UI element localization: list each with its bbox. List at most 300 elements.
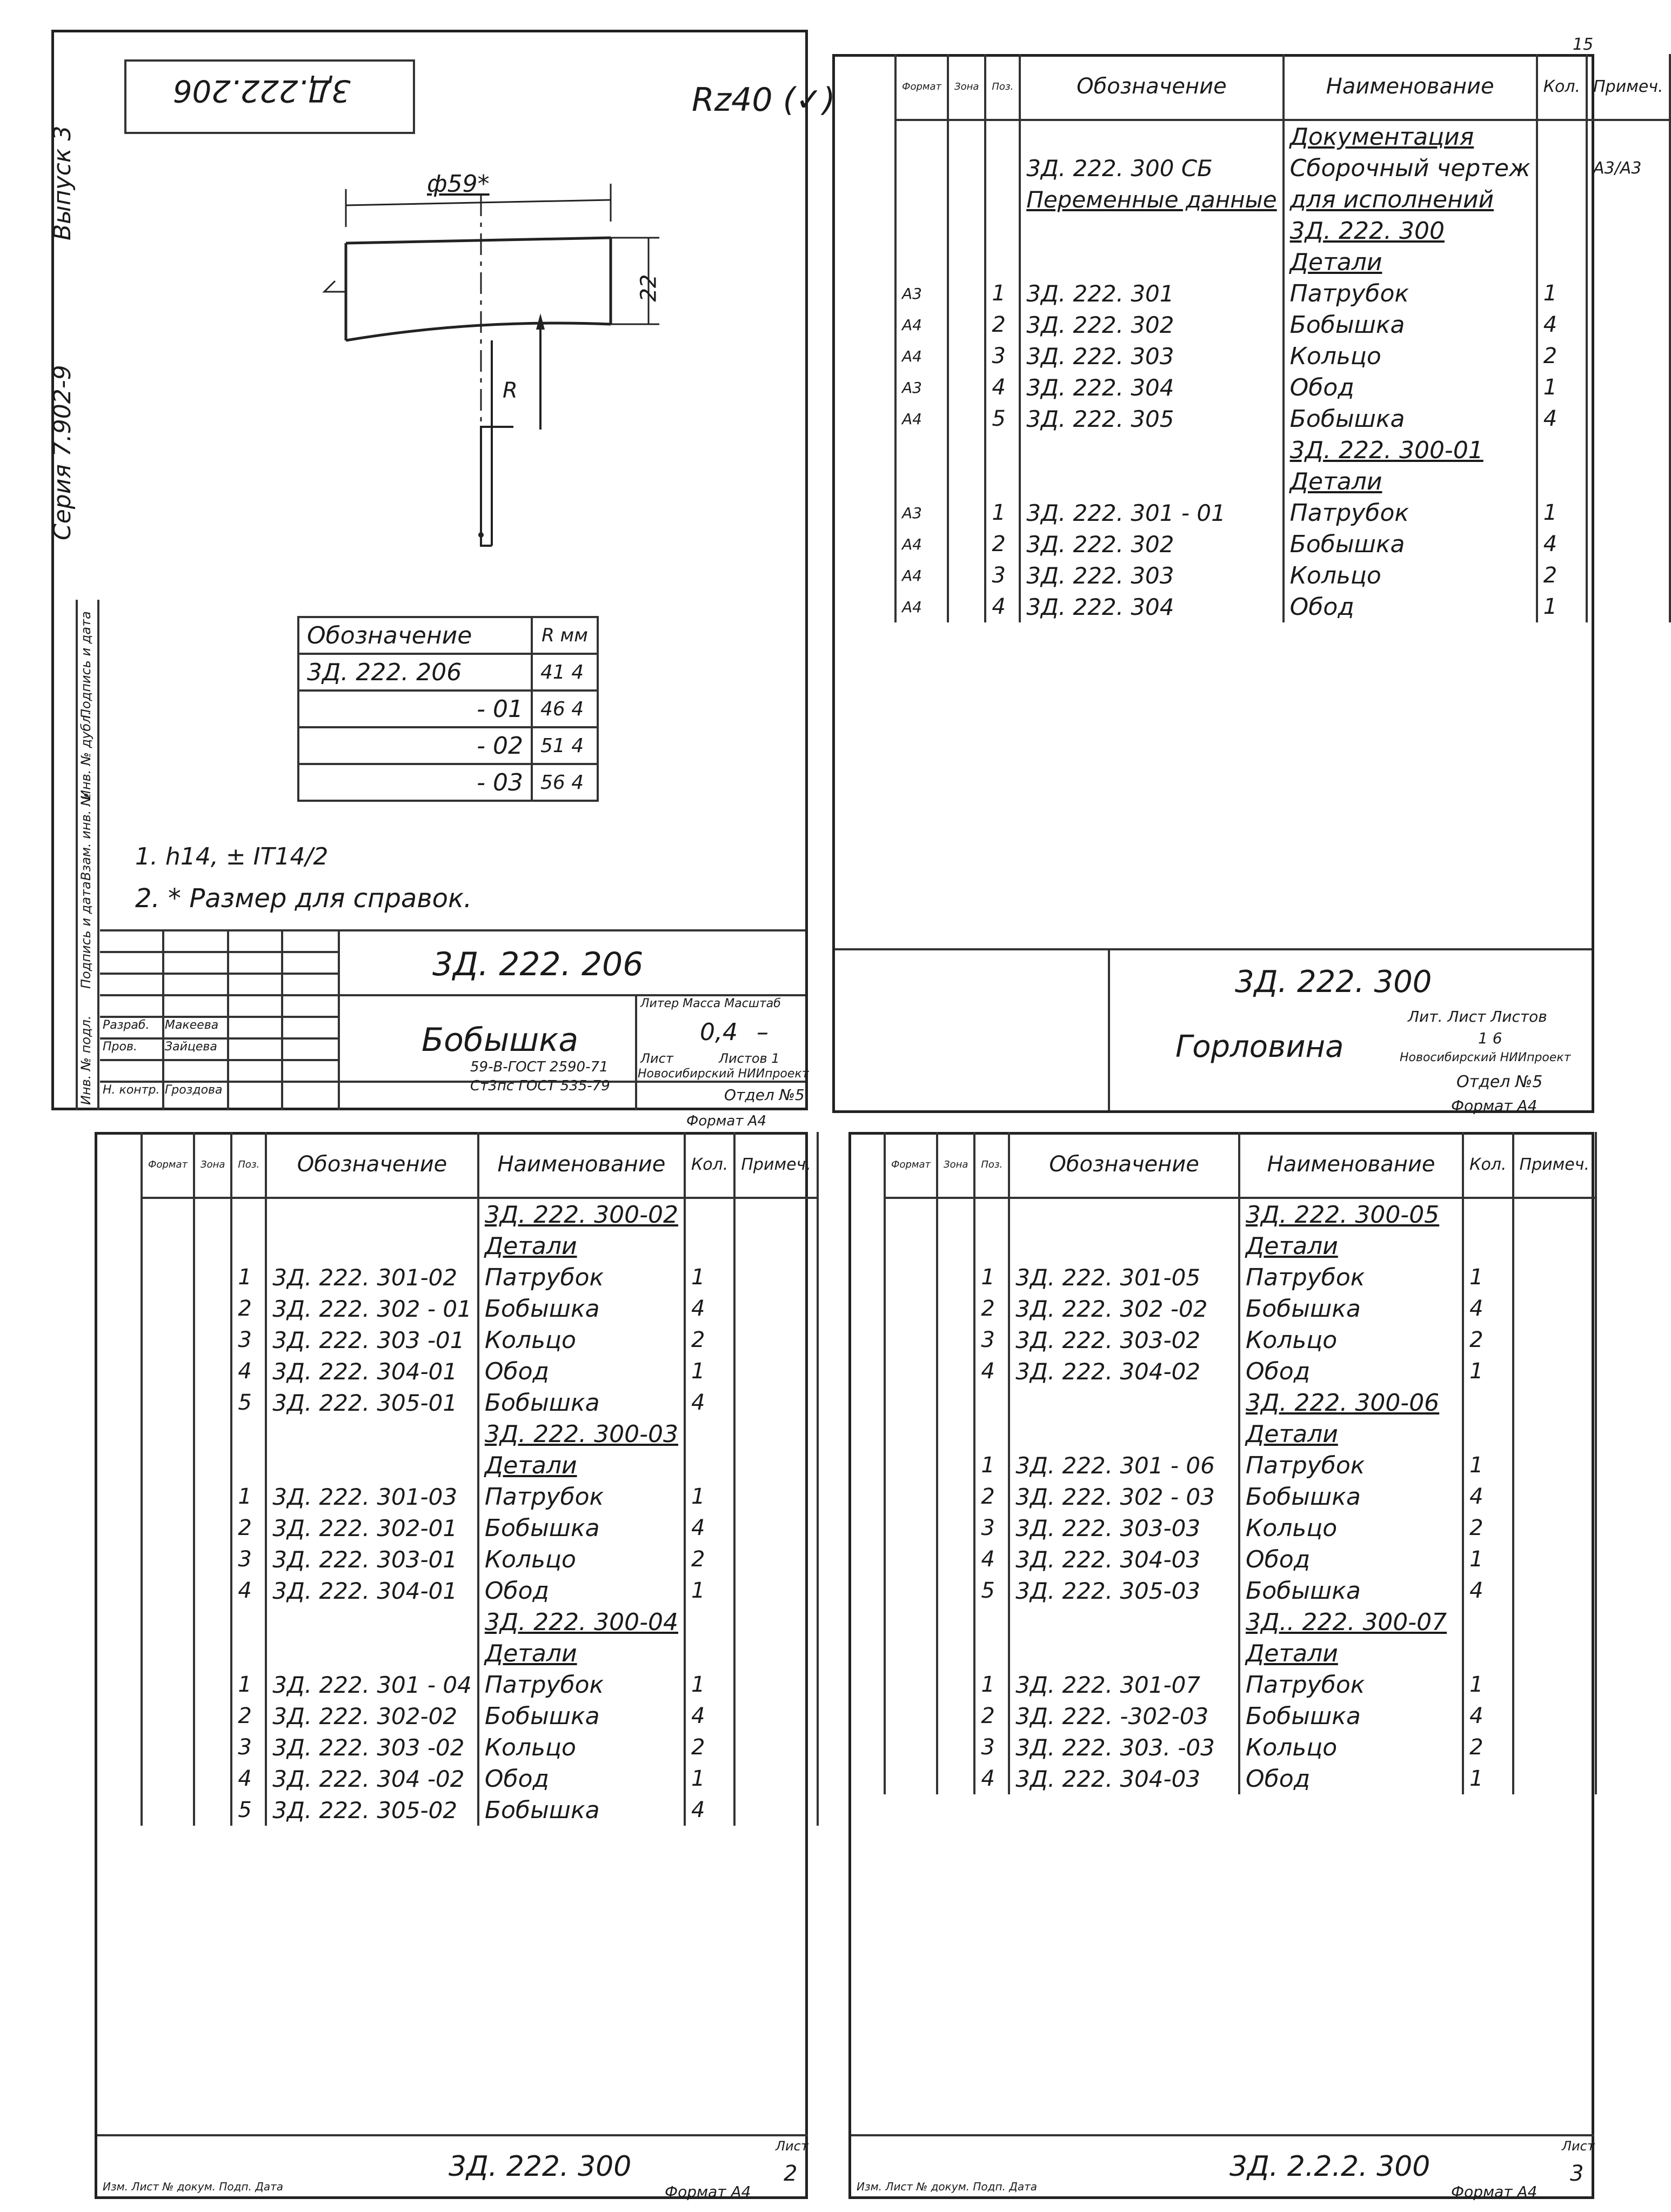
col-designation: Обозначение [266, 1132, 478, 1198]
cell-note [1513, 1356, 1596, 1387]
cell-pos: 5 [231, 1794, 266, 1826]
cell-designation: 3Д. 222. 304 -02 [266, 1763, 478, 1794]
cell-zone [937, 1324, 974, 1356]
cell-format [885, 1293, 937, 1324]
cell-note [1513, 1418, 1596, 1450]
cell-qty: 1 [685, 1575, 734, 1606]
cell-pos: 4 [231, 1356, 266, 1387]
cell-zone [948, 591, 985, 622]
cell-designation: 3Д. 222. 302 -02 [1009, 1293, 1239, 1324]
cell-pos: 4 [974, 1356, 1009, 1387]
spec-row [885, 1606, 1596, 1638]
cell-zone [948, 278, 985, 309]
cell-qty: 2 [685, 1544, 734, 1575]
cell-designation: 3Д. 222. 301-02 [266, 1262, 478, 1293]
spec-table-1 [894, 54, 1671, 622]
cell-format: А4 [895, 528, 948, 560]
cell-name: 3Д. 222. 300-05 [1239, 1198, 1463, 1230]
note-2: 2. * Размер для справок. [135, 883, 472, 914]
cell-note [1587, 215, 1669, 246]
cell-zone [937, 1606, 974, 1638]
side-strip-line [76, 600, 78, 1110]
spec-row [895, 528, 1670, 560]
cell-note [1513, 1387, 1596, 1418]
cell-format [142, 1638, 194, 1669]
title-line [97, 2134, 808, 2136]
cell-note [734, 1356, 817, 1387]
cell-name: Детали [478, 1638, 685, 1669]
cell-name: Бобышка [478, 1794, 685, 1826]
cell-pos: 3 [231, 1544, 266, 1575]
sheet-label: Лист [776, 2139, 808, 2154]
cell-format [885, 1606, 937, 1638]
spec-row [142, 1544, 818, 1575]
cell-format [885, 1262, 937, 1293]
variant-r: 56 4 [532, 764, 598, 801]
spec-row [895, 120, 1670, 152]
cell-format [142, 1293, 194, 1324]
cell-name: Бобышка [1284, 528, 1537, 560]
spec-table-2 [141, 1132, 819, 1826]
cell-note [1513, 1198, 1596, 1230]
spec-row [142, 1418, 818, 1450]
cell-zone [937, 1700, 974, 1732]
cell-qty: 1 [1537, 497, 1587, 528]
org-name: Новосибирский НИИпроект [1400, 1051, 1571, 1064]
cell-pos [985, 184, 1020, 215]
cell-format [142, 1418, 194, 1450]
title-line [100, 994, 805, 996]
cell-name: Кольцо [1239, 1732, 1463, 1763]
cell-format [895, 434, 948, 466]
side-strip-line [97, 600, 99, 1110]
cell-format: А4 [895, 591, 948, 622]
cell-note [734, 1794, 817, 1826]
cell-qty: 1 [1537, 591, 1587, 622]
cell-designation: Переменные данные [1020, 184, 1283, 215]
cell-note: А3/А3 [1587, 152, 1669, 184]
col-format: Формат [142, 1132, 194, 1198]
cell-format [142, 1450, 194, 1481]
cell-name: Детали [1284, 246, 1537, 278]
sheet-number: 2 [784, 2161, 798, 2186]
cell-zone [948, 528, 985, 560]
cell-name: Обод [1284, 591, 1537, 622]
side-stamp-label: Взам. инв. № [78, 793, 93, 881]
cell-zone [194, 1606, 231, 1638]
cell-pos [231, 1450, 266, 1481]
cell-pos: 5 [974, 1575, 1009, 1606]
cell-zone [948, 184, 985, 215]
cell-zone [937, 1293, 974, 1324]
cell-qty [1537, 434, 1587, 466]
cell-note [1513, 1732, 1596, 1763]
sheet-1-drawing [49, 30, 836, 1129]
cell-name: 3Д. 222. 300-03 [478, 1418, 685, 1450]
cell-qty: 2 [1463, 1512, 1513, 1544]
lit-header: Лит. Лист Листов [1408, 1008, 1547, 1025]
cell-format [885, 1450, 937, 1481]
cell-qty: 4 [685, 1293, 734, 1324]
title-vline [338, 929, 340, 1110]
title-line [851, 2134, 1594, 2136]
col-qty: Кол. [1463, 1132, 1513, 1198]
spec-row [142, 1669, 818, 1700]
cell-zone [937, 1450, 974, 1481]
title-code: 3Д. 222. 300 [449, 2150, 632, 2183]
cell-note [1587, 184, 1669, 215]
cell-name: 3Д. 222. 300-04 [478, 1606, 685, 1638]
cell-note [734, 1544, 817, 1575]
cell-qty: 4 [1537, 403, 1587, 434]
spec-row [895, 340, 1670, 372]
cell-name: Сборочный чертеж [1284, 152, 1537, 184]
cell-name: Детали [478, 1450, 685, 1481]
cell-pos: 1 [974, 1669, 1009, 1700]
col-format: Формат [885, 1132, 937, 1198]
cell-format [885, 1198, 937, 1230]
cell-name: Кольцо [1284, 340, 1537, 372]
cell-zone [194, 1669, 231, 1700]
cell-pos [985, 246, 1020, 278]
variant-designation: - 03 [298, 764, 532, 801]
sheet-4-spec [848, 1132, 1594, 2199]
cell-zone [948, 152, 985, 184]
cell-note [1513, 1481, 1596, 1512]
cell-format: А3 [895, 278, 948, 309]
cell-note [734, 1450, 817, 1481]
cell-designation: 3Д. 222. 303 [1020, 340, 1283, 372]
title-vline [162, 929, 164, 1110]
mass-dash: – [757, 1018, 768, 1046]
cell-qty: 4 [685, 1700, 734, 1732]
spec-table-3 [884, 1132, 1597, 1794]
cell-name: для исполнений [1284, 184, 1537, 215]
roughness-mark: Rz40 (✓) [692, 81, 836, 119]
spec-row [885, 1638, 1596, 1669]
cell-zone [937, 1356, 974, 1387]
title-line [100, 1016, 338, 1018]
dim-phi: ф59* [427, 170, 490, 198]
title-line [100, 1037, 338, 1040]
cell-format [895, 184, 948, 215]
cell-name: Документация [1284, 120, 1537, 152]
cell-designation: 3Д. 222. 302 [1020, 309, 1283, 340]
cell-name: Бобышка [478, 1700, 685, 1732]
sheet-3-spec [95, 1132, 811, 2201]
variant-designation: - 01 [298, 691, 532, 727]
cell-name: Детали [1239, 1638, 1463, 1669]
cell-format: А4 [895, 403, 948, 434]
cell-qty: 4 [1463, 1700, 1513, 1732]
cell-format [142, 1356, 194, 1387]
cell-qty: 2 [1463, 1732, 1513, 1763]
spec-row [885, 1418, 1596, 1450]
cell-note [1513, 1230, 1596, 1262]
cell-format [885, 1638, 937, 1669]
cell-note [734, 1638, 817, 1669]
cell-name: Детали [1239, 1230, 1463, 1262]
cell-qty: 2 [685, 1732, 734, 1763]
spec-row [142, 1230, 818, 1262]
col-zone: Зона [194, 1132, 231, 1198]
title-line [100, 951, 338, 953]
spec-row [885, 1575, 1596, 1606]
cell-designation [266, 1638, 478, 1669]
cell-zone [194, 1544, 231, 1575]
cell-note [734, 1293, 817, 1324]
cell-format [885, 1230, 937, 1262]
cell-qty [685, 1638, 734, 1669]
sheet-number: 3 [1570, 2161, 1584, 2186]
col-note: Примеч. [1513, 1132, 1596, 1198]
cell-qty [685, 1198, 734, 1230]
spec-row [885, 1450, 1596, 1481]
title-name: Бобышка [422, 1021, 579, 1059]
page-number: 15 [1573, 35, 1594, 54]
cell-name: Кольцо [1239, 1512, 1463, 1544]
spec-row [142, 1700, 818, 1732]
cell-name: Патрубок [478, 1262, 685, 1293]
cell-name: Обод [1239, 1356, 1463, 1387]
cell-designation [1020, 120, 1283, 152]
spec-row [142, 1575, 818, 1606]
col-note: Примеч. [1587, 54, 1669, 120]
title-name: Горловина [1175, 1029, 1344, 1064]
cell-name: Обод [1284, 372, 1537, 403]
cell-zone [948, 466, 985, 497]
cell-qty [1537, 246, 1587, 278]
cell-format [142, 1700, 194, 1732]
cell-qty: 1 [685, 1481, 734, 1512]
cell-qty [685, 1450, 734, 1481]
cell-format [885, 1669, 937, 1700]
cell-qty: 4 [685, 1387, 734, 1418]
cell-note [734, 1512, 817, 1544]
cell-qty [1463, 1606, 1513, 1638]
cell-qty [1463, 1638, 1513, 1669]
cell-note [1587, 528, 1669, 560]
cell-zone [948, 309, 985, 340]
cell-qty [1537, 466, 1587, 497]
cell-format [142, 1669, 194, 1700]
cell-name: Кольцо [478, 1544, 685, 1575]
cell-pos [974, 1230, 1009, 1262]
cell-format: А4 [895, 340, 948, 372]
cell-designation [1009, 1387, 1239, 1418]
cell-zone [948, 403, 985, 434]
cell-note [1513, 1512, 1596, 1544]
cell-format [885, 1700, 937, 1732]
cell-designation: 3Д. 222. 303-03 [1009, 1512, 1239, 1544]
title-line [835, 948, 1592, 950]
material-2: 59-В-ГОСТ 2590-71 [470, 1059, 609, 1075]
footer-cols: Изм. Лист № докум. Подп. Дата [103, 2180, 284, 2193]
col-pos: Поз. [985, 54, 1020, 120]
cell-qty: 1 [1463, 1262, 1513, 1293]
cell-note [1587, 340, 1669, 372]
cell-pos: 4 [974, 1544, 1009, 1575]
title-vline [281, 929, 283, 1110]
cell-name: Кольцо [1284, 560, 1537, 591]
cell-designation: 3Д. 222. 303-02 [1009, 1324, 1239, 1356]
cell-designation [1009, 1198, 1239, 1230]
cell-name: Бобышка [1284, 403, 1537, 434]
title-vline [635, 994, 637, 1110]
cell-designation: 3Д. 222. 300 СБ [1020, 152, 1283, 184]
cell-name: Патрубок [1239, 1669, 1463, 1700]
cell-zone [948, 372, 985, 403]
variant-designation: - 02 [298, 727, 532, 764]
cell-qty: 4 [1463, 1293, 1513, 1324]
cell-pos: 2 [231, 1512, 266, 1544]
cell-zone [937, 1230, 974, 1262]
col-zone: Зона [937, 1132, 974, 1198]
format-label: Формат А4 [686, 1113, 767, 1129]
cell-note [1513, 1606, 1596, 1638]
spec-row [142, 1356, 818, 1387]
spec-row [895, 184, 1670, 215]
title-code: 3Д. 222. 300 [1235, 964, 1432, 1000]
cell-qty: 1 [685, 1262, 734, 1293]
cell-note [1587, 434, 1669, 466]
cell-format [142, 1387, 194, 1418]
spec-row [895, 372, 1670, 403]
cell-format [885, 1512, 937, 1544]
cell-pos: 1 [985, 278, 1020, 309]
col-name: Наименование [1284, 54, 1537, 120]
cell-name: Кольцо [478, 1732, 685, 1763]
variant-header-r: R мм [532, 617, 598, 654]
cell-designation: 3Д. 222. 303. -03 [1009, 1732, 1239, 1763]
footer-cols: Изм. Лист № докум. Подп. Дата [857, 2180, 1038, 2193]
lit-values: 1 6 [1478, 1029, 1502, 1047]
cell-pos: 2 [974, 1481, 1009, 1512]
cell-designation: 3Д. 222. 305-02 [266, 1794, 478, 1826]
cell-designation: 3Д. 222. 303 [1020, 560, 1283, 591]
col-qty: Кол. [1537, 54, 1587, 120]
spec-row [885, 1262, 1596, 1293]
col-pos: Поз. [231, 1132, 266, 1198]
spec-row [142, 1198, 818, 1230]
cell-note [734, 1575, 817, 1606]
cell-name: Патрубок [1239, 1450, 1463, 1481]
cell-zone [937, 1198, 974, 1230]
col-designation: Обозначение [1020, 54, 1283, 120]
cell-pos: 3 [974, 1732, 1009, 1763]
cell-pos [231, 1230, 266, 1262]
cell-pos [985, 120, 1020, 152]
variant-header-designation: Обозначение [298, 617, 532, 654]
cell-pos: 1 [985, 497, 1020, 528]
cell-note [734, 1198, 817, 1230]
cell-pos: 5 [985, 403, 1020, 434]
spec-row [142, 1732, 818, 1763]
stamp-role: Н. контр. [103, 1083, 160, 1097]
cell-zone [948, 340, 985, 372]
cell-zone [194, 1512, 231, 1544]
cell-note [1513, 1544, 1596, 1575]
spec-row [885, 1230, 1596, 1262]
cell-format [142, 1575, 194, 1606]
spec-row [895, 497, 1670, 528]
stamp-name: Макеева [165, 1018, 219, 1032]
cell-zone [194, 1763, 231, 1794]
cell-pos: 2 [974, 1293, 1009, 1324]
cell-note [734, 1669, 817, 1700]
cell-designation: 3Д. 222. 304-03 [1009, 1763, 1239, 1794]
spec-row [885, 1763, 1596, 1794]
cell-designation [1009, 1230, 1239, 1262]
cell-zone [937, 1638, 974, 1669]
cell-qty: 1 [1463, 1763, 1513, 1794]
title-code: 3Д. 222. 206 [432, 946, 644, 983]
cell-qty [1537, 120, 1587, 152]
spec-row [142, 1638, 818, 1669]
cell-format [895, 152, 948, 184]
spec-row [885, 1293, 1596, 1324]
cell-qty [1463, 1418, 1513, 1450]
cell-designation: 3Д. 222. 301 - 06 [1009, 1450, 1239, 1481]
spec-row [142, 1293, 818, 1324]
cell-zone [937, 1732, 974, 1763]
dim-R: R [503, 378, 518, 403]
cell-designation: 3Д. 222. 301-05 [1009, 1262, 1239, 1293]
cell-pos [985, 466, 1020, 497]
dept-name: Отдел №5 [724, 1086, 805, 1104]
cell-pos: 2 [985, 309, 1020, 340]
cell-pos [231, 1198, 266, 1230]
cell-name: Обод [478, 1575, 685, 1606]
cell-zone [194, 1794, 231, 1826]
note-1: 1. h14, ± IT14/2 [135, 843, 329, 870]
spec-row [895, 591, 1670, 622]
cell-designation [1020, 434, 1283, 466]
cell-qty: 1 [1537, 278, 1587, 309]
cell-pos: 3 [231, 1324, 266, 1356]
title-vline [227, 929, 229, 1110]
material-1: Ст3пс ГОСТ 535-79 [470, 1078, 610, 1094]
cell-note [1513, 1700, 1596, 1732]
cell-zone [194, 1575, 231, 1606]
cell-designation: 3Д. 222. 305 [1020, 403, 1283, 434]
cell-name: Обод [1239, 1544, 1463, 1575]
cell-format [885, 1324, 937, 1356]
cell-pos: 4 [985, 591, 1020, 622]
format-label: Формат А4 [1451, 2183, 1538, 2201]
org-name: Новосибирский НИИпроект [638, 1067, 809, 1081]
cell-zone [194, 1356, 231, 1387]
cell-note [734, 1418, 817, 1450]
cell-zone [948, 246, 985, 278]
cell-note [1513, 1763, 1596, 1794]
cell-note [1587, 497, 1669, 528]
spec-row [885, 1700, 1596, 1732]
cell-designation: 3Д. 222. 304-01 [266, 1356, 478, 1387]
cell-note [1587, 246, 1669, 278]
spec-row [142, 1512, 818, 1544]
cell-pos [985, 434, 1020, 466]
cell-name: Патрубок [478, 1669, 685, 1700]
side-stamp-label: Инв. № дубл. [78, 710, 93, 800]
cell-pos: 4 [231, 1763, 266, 1794]
cell-designation: 3Д. 222. 304 [1020, 591, 1283, 622]
mass-header: Литер Масса Масштаб [640, 997, 781, 1010]
cell-pos [231, 1638, 266, 1669]
cell-pos: 2 [985, 528, 1020, 560]
cell-designation: 3Д. 222. 302 - 03 [1009, 1481, 1239, 1512]
cell-pos [231, 1418, 266, 1450]
